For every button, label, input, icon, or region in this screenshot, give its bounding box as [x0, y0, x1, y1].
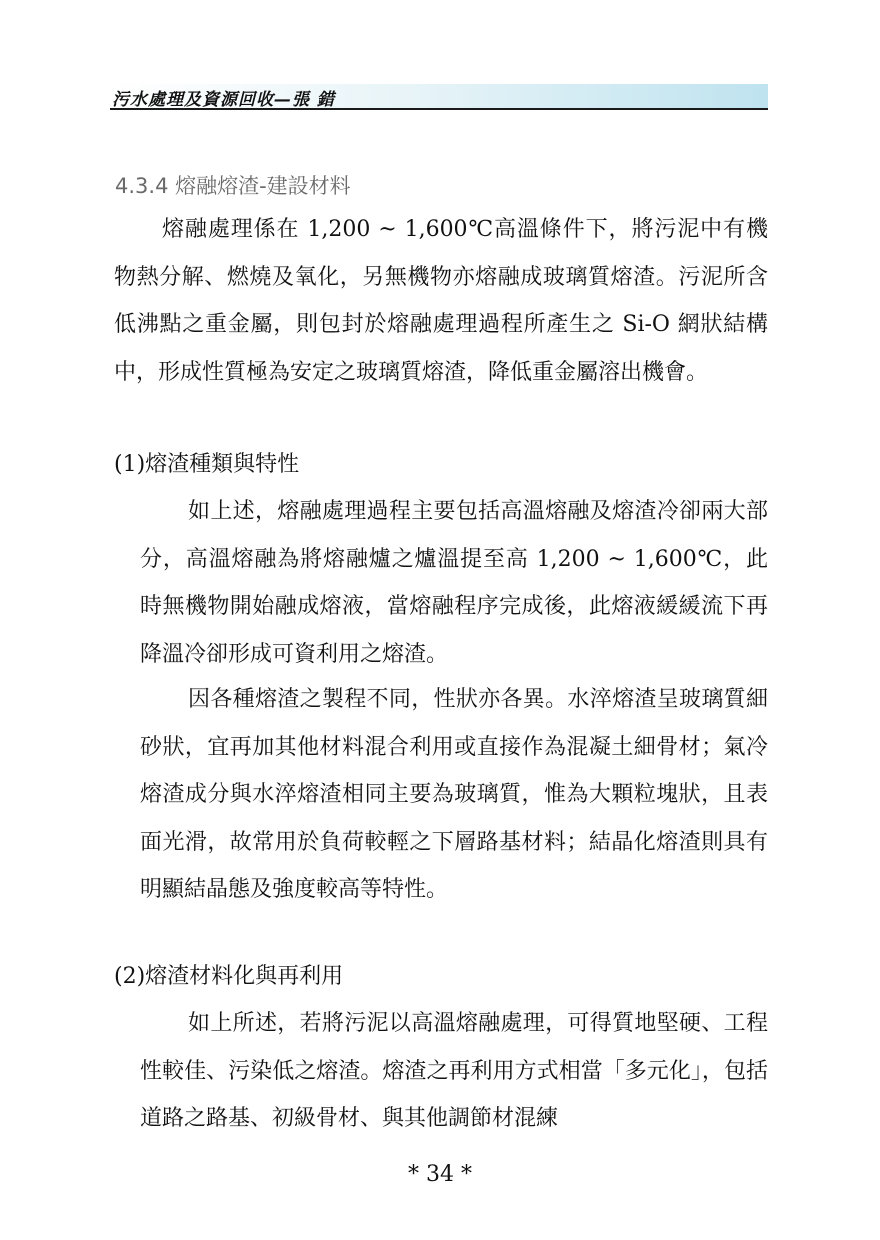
- section-title: 4.3.4 熔融熔渣-建設材料: [115, 174, 351, 198]
- paragraph-melting-steps: 如上述，熔融處理過程主要包括高溫熔融及熔渣冷卻兩大部分，高溫熔融為將熔融爐之爐溫提至高 1,200 ~ 1,600℃，此時無機物開始融成熔液，當熔融程序完成後，此熔液緩緩流下再降溫冷卻形成可資利用之熔渣。: [140, 499, 768, 667]
- paragraph-melting-process: 熔融處理係在 1,200 ~ 1,600℃高溫條件下，將污泥中有機物熱分解、燃燒及氧化，另無機物亦熔融成玻璃質熔渣。污泥所含低沸點之重金屬，則包封於熔融處理過程所產生之 Si-O 網狀結構中，形成性質極為安定之玻璃質熔渣，降低重金屬溶出機會。: [114, 217, 768, 385]
- paragraph-slag-reuse: 如上所述，若將污泥以高溫熔融處理，可得質地堅硬、工程性較佳、污染低之熔渣。熔渣之再利用方式相當「多元化」，包括道路之路基、初級骨材、與其他調節材混練: [140, 1011, 768, 1131]
- paragraph-slag-properties: 因各種熔渣之製程不同，性狀亦各異。水淬熔渣呈玻璃質細砂狀，宜再加其他材料混合利用或直接作為混凝土細骨材；氣冷熔渣成分與水淬熔渣相同主要為玻璃質，惟為大顆粒塊狀，且表面光滑，故常用於負荷較輕之下層路基材料；結晶化熔渣則具有明顯結晶態及強度較高等特性。: [140, 687, 768, 902]
- running-header: [110, 84, 768, 110]
- running-header-title: 污水處理及資源回收—張 錯: [112, 90, 335, 110]
- page-number: * 34 *: [408, 1162, 472, 1187]
- subheading-slag-reuse: (2)熔渣材料化與再利用: [114, 964, 344, 989]
- subheading-slag-types: (1)熔渣種類與特性: [114, 452, 300, 477]
